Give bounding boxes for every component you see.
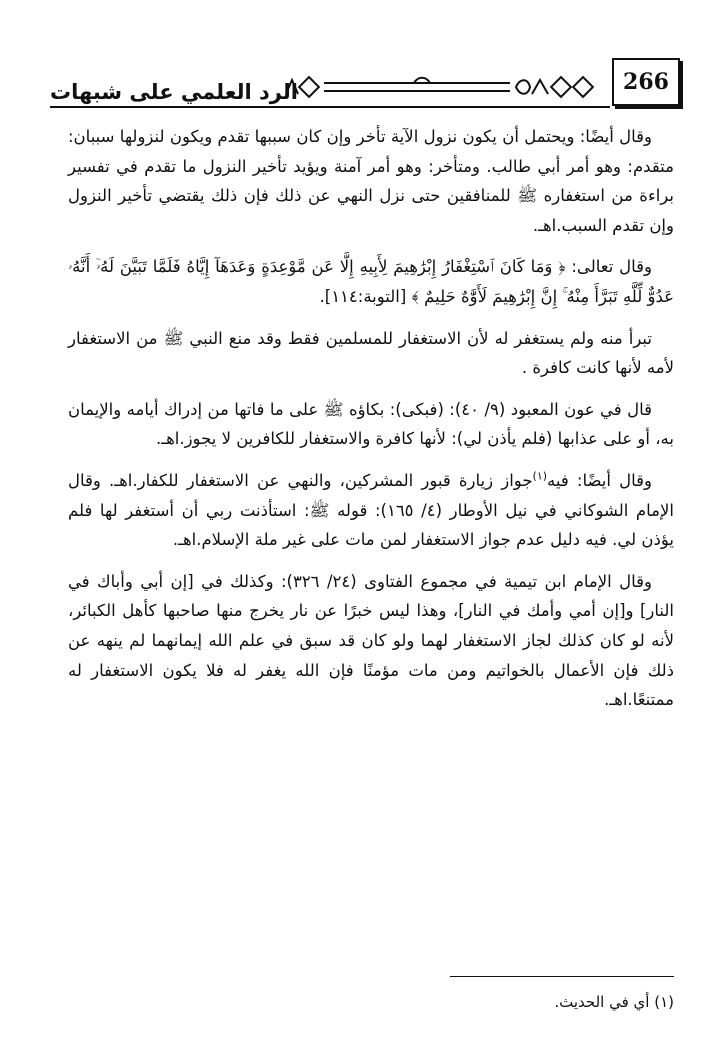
footnote: (١) أي في الحديث.: [554, 993, 674, 1011]
paragraph-5: [68, 466, 674, 555]
paragraph-6: وقال الإمام ابن تيمية في مجموع الفتاوى (٢٤/ ٣٢٦): وكذلك في [إن أبي وأباك في النار] و[إن أمي وأمك في النار]، وهذا ليس خبرًا عن نار يخرج منها صاحبها كأهل الكبائر، لأنه لو كان كذلك لجاز الاستغفار لهما ولو كان قد سبق في علم الله إيمانهما لم ينهه عن ذلك فإن الأعمال بالخواتيم ومن مات مؤمنًا فإن الله يغفر له فلا يكون الاستغفار له ممتنعًا.اهـ.: [68, 571, 674, 710]
paragraph-2: [68, 252, 674, 311]
quran-verse: ﴿ وَمَا كَانَ ٱسْتِغْفَارُ إِبْرَٰهِيمَ لِأَبِيهِ إِلَّا عَن مَّوْعِدَةٍ وَعَدَهَآ إِيَّاهُ فَلَمَّا تَبَيَّنَ لَهُۥٓ أَنَّهُۥ عَدُوٌّ لِّلَّهِ تَبَرَّأَ مِنْهُ ۚ إِنَّ إِبْرَٰهِيمَ لَأَوَّٰهٌ حَلِيمٌ ﴾: [68, 257, 674, 306]
paragraph-5-start: وقال أيضًا: فيه: [547, 470, 652, 490]
ornament-border-icon: [284, 74, 604, 102]
paragraph-4: قال في عون المعبود (٩/ ٤٠): (فبكى): بكاؤه ﷺ على ما فاتها من إدراك أيامه والإيمان به، أو على عذابها (فلم يأذن لي): لأنها كافرة والاستغفار للكافرين لا يجوز.اهـ.: [68, 399, 674, 449]
verse-intro: وقال تعالى:: [565, 257, 652, 277]
header-divider: [50, 106, 610, 108]
paragraph-3: تبرأ منه ولم يستغفر له لأن الاستغفار للمسلمين فقط وقد منع النبي ﷺ من الاستغفار لأمه لأنها كانت كافرة .: [68, 328, 674, 378]
page-header: [50, 58, 680, 110]
footnote-marker: (١): [532, 469, 548, 483]
main-text: [68, 122, 674, 719]
page-number: 266: [612, 58, 680, 106]
paragraph-1: وقال أيضًا: ويحتمل أن يكون نزول الآية تأخر وإن كان سببها تقدم ويكون لنزولها سببان: متقدم: وهو أمر أبي طالب. ومتأخر: وهو أمر آمنة ويؤيد تأخير النزول ما تقدم في تفسير براءة من استغفاره ﷺ للمنافقين حتى نزل النهي عن ذلك فإن ذلك يقتضي تأخير النزول وإن تقدم السبب.اهـ.: [68, 127, 674, 235]
footnote-separator: [450, 976, 674, 977]
running-title: الرد العلمي على شبهات: [50, 80, 298, 104]
verse-reference: [التوبة:١١٤].: [319, 286, 412, 306]
paragraph-5-end: جواز زيارة قبور المشركين، والنهي عن الاستغفار للكفار.اهـ. وقال الإمام الشوكاني في نيل الأوطار (٤/ ١٦٥): قوله ﷺ: استأذنت ربي أن أستغفر لها فلم يؤذن لي. فيه دليل عدم جواز الاستغفار لمن مات على غير ملة الإسلام.اهـ.: [68, 470, 674, 550]
